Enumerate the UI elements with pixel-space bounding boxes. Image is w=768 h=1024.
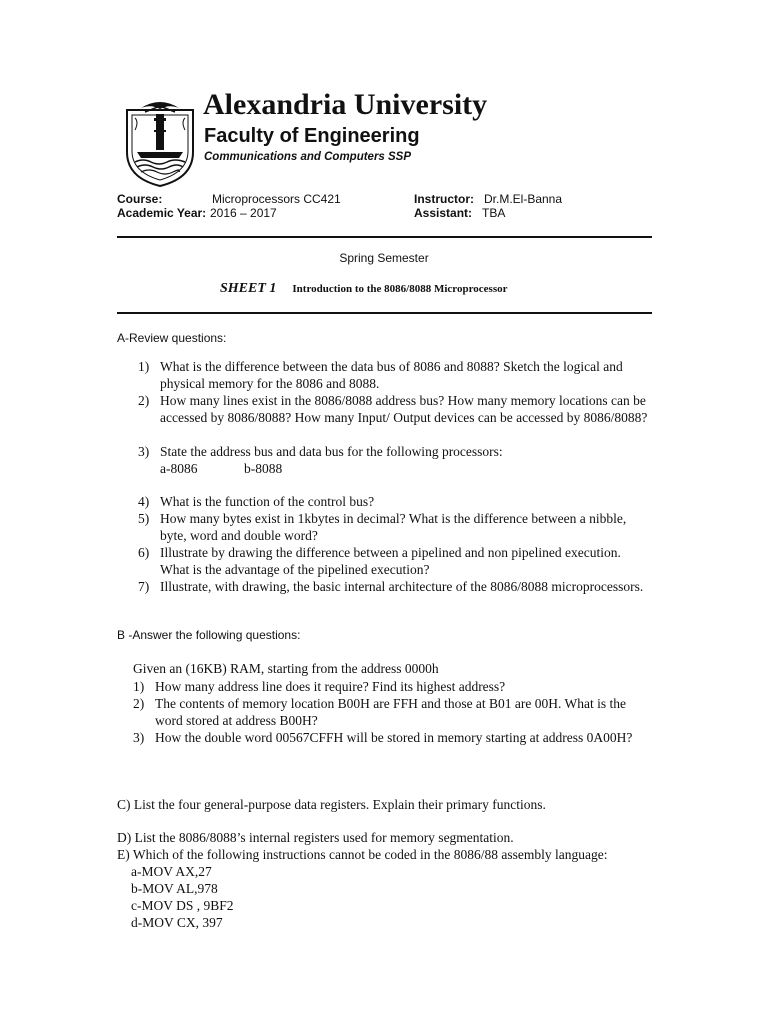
sheet-topic: Introduction to the 8086/8088 Microprocessor — [292, 283, 508, 295]
question-b3-text: How the double word 00567CFFH will be stored in memory starting at address 0A00H? — [155, 730, 633, 745]
question-b2-number: 2) — [133, 696, 145, 711]
question-a3-text: State the address bus and data bus for the following processors: — [160, 444, 503, 459]
university-logo-emblem — [121, 100, 199, 188]
question-b2-text: The contents of memory location B00H are FFH and those at B01 are 00H. What is the word stored at address B00H? — [155, 696, 627, 728]
question-a7-number: 7) — [138, 579, 150, 594]
assistant-label: Assistant: — [414, 206, 473, 220]
section-a-title: A-Review questions: — [117, 331, 227, 345]
section-d-text: D) List the 8086/8088’s internal registers used for memory segmentation. — [117, 830, 514, 845]
header-divider-bottom — [117, 312, 652, 314]
section-e-option-b: b-MOV AL,978 — [131, 881, 218, 896]
question-a6-number: 6) — [138, 545, 150, 560]
course-value: Microprocessors CC421 — [212, 192, 341, 206]
question-a5-text: How many bytes exist in 1kbytes in decimal? What is the difference between a nibble, byte, word and double word? — [160, 511, 627, 543]
academic-year-label: Academic Year: — [117, 206, 207, 220]
question-a5-number: 5) — [138, 511, 150, 526]
section-e-option-a: a-MOV AX,27 — [131, 864, 212, 879]
sheet-title-line — [220, 279, 508, 297]
course-label: Course: — [117, 192, 163, 206]
question-a1-text: What is the difference between the data bus of 8086 and 8088? Sketch the logical and physical memory for the 8086 and 8088. — [160, 359, 623, 391]
sheet-number: SHEET 1 — [220, 281, 277, 296]
question-a3-option-a: a-8086 — [160, 461, 198, 476]
faculty-name: Faculty of Engineering — [204, 125, 420, 147]
instructor-value: Dr.M.El-Banna — [484, 192, 563, 206]
question-a3-option-b: b-8088 — [244, 461, 283, 476]
question-b3-number: 3) — [133, 730, 145, 745]
section-e-option-c: c-MOV DS , 9BF2 — [131, 898, 234, 913]
instructor-label: Instructor: — [414, 192, 474, 206]
section-e-option-d: d-MOV CX, 397 — [131, 915, 223, 930]
question-a2-number: 2) — [138, 393, 150, 408]
section-b-title: B -Answer the following questions: — [117, 628, 301, 642]
question-a1-number: 1) — [138, 359, 150, 374]
semester-label: Spring Semester — [339, 251, 429, 265]
question-a3-number: 3) — [138, 444, 150, 459]
question-b1-text: How many address line does it require? Find its highest address? — [155, 679, 506, 694]
university-name: Alexandria University — [203, 88, 488, 121]
question-b1-number: 1) — [133, 679, 145, 694]
assistant-value: TBA — [482, 206, 506, 220]
question-a4-text: What is the function of the control bus? — [160, 494, 375, 509]
question-a4-number: 4) — [138, 494, 150, 509]
department-name: Communications and Computers SSP — [204, 151, 412, 163]
section-c-text: C) List the four general-purpose data registers. Explain their primary functions. — [117, 797, 546, 812]
academic-year-value: 2016 – 2017 — [210, 206, 277, 220]
header-divider-top — [117, 236, 652, 238]
question-a2-text: How many lines exist in the 8086/8088 address bus? How many memory locations can be accessed by 8086/8088? How many Input/ Output devices can be accessed by 8086/8088? — [160, 393, 648, 425]
section-b-given: Given an (16KB) RAM, starting from the address 0000h — [133, 661, 439, 676]
question-a7-text: Illustrate, with drawing, the basic internal architecture of the 8086/8088 microprocessors. — [160, 579, 644, 594]
section-e-text: E) Which of the following instructions cannot be coded in the 8086/88 assembly language: — [117, 847, 608, 862]
question-a6-text: Illustrate by drawing the difference between a pipelined and non pipelined execution. What is the advantage of the pipelined execution? — [160, 545, 621, 577]
